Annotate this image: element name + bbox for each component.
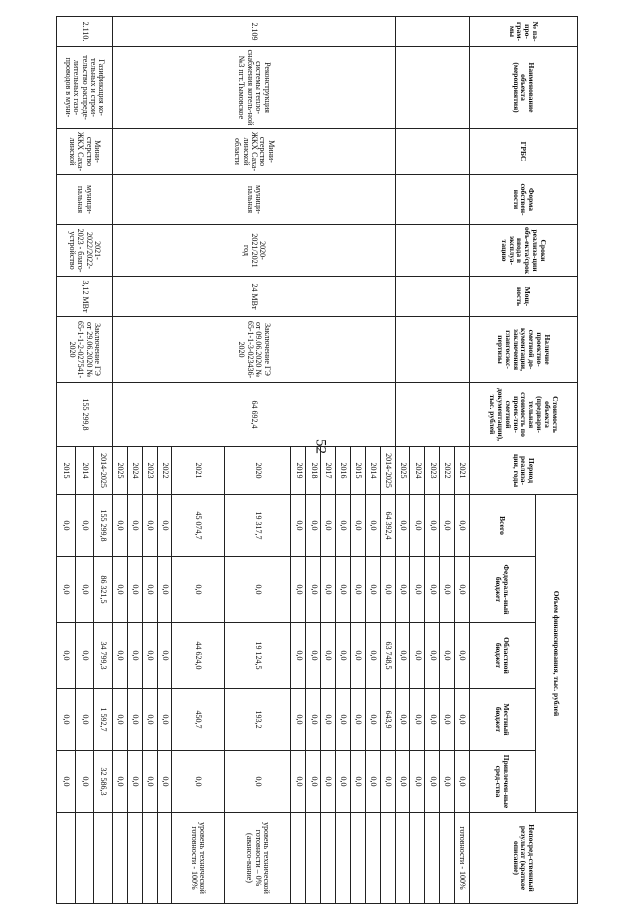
header-total: Всего bbox=[470, 495, 536, 557]
regional-cell: 0,0 bbox=[365, 623, 380, 689]
attracted-cell: 0,0 bbox=[75, 751, 94, 813]
period-cell: 2022 bbox=[157, 447, 172, 495]
local-cell: 0,0 bbox=[395, 689, 410, 751]
local-cell: 0,0 bbox=[112, 689, 127, 751]
local-cell: 0,0 bbox=[321, 689, 336, 751]
period-cell: 2014-2025 bbox=[380, 447, 395, 495]
period-cell: 2019 bbox=[291, 447, 306, 495]
result-cell bbox=[410, 813, 425, 904]
total-cell: 0,0 bbox=[425, 495, 440, 557]
federal-cell: 0,0 bbox=[291, 557, 306, 623]
item-ownership: муници-пальная bbox=[112, 175, 395, 225]
federal-cell: 0,0 bbox=[75, 557, 94, 623]
result-cell bbox=[365, 813, 380, 904]
total-cell: 0,0 bbox=[75, 495, 94, 557]
federal-cell: 0,0 bbox=[224, 557, 291, 623]
attracted-cell: 0,0 bbox=[306, 751, 321, 813]
total-cell: 0,0 bbox=[410, 495, 425, 557]
period-cell: 2022 bbox=[440, 447, 455, 495]
local-cell: 0,0 bbox=[142, 689, 157, 751]
attracted-cell: 0,0 bbox=[224, 751, 291, 813]
cont-num bbox=[395, 17, 469, 47]
attracted-cell: 0,0 bbox=[395, 751, 410, 813]
result-cell bbox=[440, 813, 455, 904]
regional-cell: 0,0 bbox=[410, 623, 425, 689]
total-cell: 155 299,8 bbox=[94, 495, 113, 557]
attracted-cell: 0,0 bbox=[440, 751, 455, 813]
regional-cell: 0,0 bbox=[75, 623, 94, 689]
regional-cell: 0,0 bbox=[127, 623, 142, 689]
total-cell: 0,0 bbox=[142, 495, 157, 557]
result-cell bbox=[157, 813, 172, 904]
attracted-cell: 0,0 bbox=[425, 751, 440, 813]
local-cell: 0,0 bbox=[455, 689, 470, 751]
item-capacity: 3,12 МВт bbox=[57, 277, 113, 317]
local-cell: 0,0 bbox=[306, 689, 321, 751]
regional-cell: 0,0 bbox=[112, 623, 127, 689]
attracted-cell: 0,0 bbox=[142, 751, 157, 813]
header-grbs: ГРБС bbox=[470, 129, 578, 175]
item-name: Реконструкция системы тепло-снабжения котель-ной №3 пгт.Тымовское bbox=[112, 47, 395, 129]
federal-cell: 0,0 bbox=[157, 557, 172, 623]
header-deadlines: Сроки реализа-ции объ-екта/срок ввода в эксплуа-тацию bbox=[470, 225, 578, 277]
total-cell: 0,0 bbox=[291, 495, 306, 557]
page-number: 52 bbox=[312, 439, 329, 454]
period-cell: 2016 bbox=[336, 447, 351, 495]
total-cell: 0,0 bbox=[351, 495, 366, 557]
local-cell: 0,0 bbox=[157, 689, 172, 751]
period-cell: 2015 bbox=[57, 447, 76, 495]
result-cell bbox=[291, 813, 306, 904]
header-capacity: Мощ-ность bbox=[470, 277, 578, 317]
regional-cell: 63 748,5 bbox=[380, 623, 395, 689]
cont-capacity bbox=[395, 277, 469, 317]
local-cell: 0,0 bbox=[351, 689, 366, 751]
period-cell: 2014 bbox=[75, 447, 94, 495]
federal-cell: 0,0 bbox=[365, 557, 380, 623]
header-federal: Федераль-ный бюджет bbox=[470, 557, 536, 623]
header-result: Непосред-ственный результат (краткое описание) bbox=[470, 813, 578, 904]
result-cell bbox=[142, 813, 157, 904]
attracted-cell: 0,0 bbox=[410, 751, 425, 813]
federal-cell: 0,0 bbox=[142, 557, 157, 623]
regional-cell: 0,0 bbox=[351, 623, 366, 689]
header-regional: Областной бюджет bbox=[470, 623, 536, 689]
attracted-cell: 32 586,3 bbox=[94, 751, 113, 813]
item-num: 2.110. bbox=[57, 17, 113, 47]
result-cell: уровень технической готовности - 100% bbox=[172, 813, 224, 904]
cont-grbs bbox=[395, 129, 469, 175]
total-cell: 0,0 bbox=[440, 495, 455, 557]
table-header bbox=[470, 17, 578, 904]
attracted-cell: 0,0 bbox=[455, 751, 470, 813]
federal-cell: 0,0 bbox=[306, 557, 321, 623]
item-cost: 64 692,4 bbox=[112, 383, 395, 447]
table-row bbox=[380, 17, 395, 904]
attracted-cell: 0,0 bbox=[321, 751, 336, 813]
total-cell: 0,0 bbox=[112, 495, 127, 557]
regional-cell: 0,0 bbox=[336, 623, 351, 689]
header-cost: Стоимость объекта (предвари-тельная стоимость по проек-тно-сметной документации), тыс. рублей bbox=[470, 383, 578, 447]
item-deadlines: 2020-2021/2021 год bbox=[112, 225, 395, 277]
item-cost: 155 299,8 bbox=[57, 383, 113, 447]
result-cell: готовности - 100% bbox=[455, 813, 470, 904]
table-row bbox=[455, 17, 470, 904]
regional-cell: 0,0 bbox=[455, 623, 470, 689]
regional-cell: 0,0 bbox=[425, 623, 440, 689]
period-cell: 2024 bbox=[410, 447, 425, 495]
local-cell: 0,0 bbox=[410, 689, 425, 751]
regional-cell: 0,0 bbox=[57, 623, 76, 689]
cont-ownership bbox=[395, 175, 469, 225]
attracted-cell: 0,0 bbox=[351, 751, 366, 813]
federal-cell: 0,0 bbox=[172, 557, 224, 623]
local-cell: 0,0 bbox=[440, 689, 455, 751]
item-num: 2.109 bbox=[112, 17, 395, 47]
period-cell: 2023 bbox=[425, 447, 440, 495]
federal-cell: 0,0 bbox=[336, 557, 351, 623]
period-cell: 2017 bbox=[321, 447, 336, 495]
result-cell bbox=[127, 813, 142, 904]
attracted-cell: 0,0 bbox=[112, 751, 127, 813]
cont-name bbox=[395, 47, 469, 129]
result-cell: уровень технической готовности – 0% (авансо-вание) bbox=[224, 813, 291, 904]
local-cell: 0,0 bbox=[127, 689, 142, 751]
regional-cell: 0,0 bbox=[157, 623, 172, 689]
local-cell: 0,0 bbox=[75, 689, 94, 751]
attracted-cell: 0,0 bbox=[336, 751, 351, 813]
local-cell: 0,0 bbox=[365, 689, 380, 751]
header-name: Наименование объекта (мероприятия) bbox=[470, 47, 578, 129]
item-documentation: Заключение ГЭ от 29.06.2020 № 65-1-1-2-027541-2020 bbox=[57, 317, 113, 383]
regional-cell: 0,0 bbox=[395, 623, 410, 689]
total-cell: 0,0 bbox=[365, 495, 380, 557]
federal-cell: 0,0 bbox=[440, 557, 455, 623]
period-cell: 2015 bbox=[351, 447, 366, 495]
regional-cell: 0,0 bbox=[142, 623, 157, 689]
period-cell: 2014 bbox=[365, 447, 380, 495]
item-documentation: Заключение ГЭ от 09.06.2020 № 65-1-1-3-023436-2020 bbox=[112, 317, 395, 383]
period-cell: 2020 bbox=[224, 447, 291, 495]
item-grbs: Мини-стерство ЖКХ Саха-линской bbox=[57, 129, 113, 175]
result-cell bbox=[380, 813, 395, 904]
period-cell: 2025 bbox=[395, 447, 410, 495]
cont-documentation bbox=[395, 317, 469, 383]
total-cell: 0,0 bbox=[455, 495, 470, 557]
total-cell: 0,0 bbox=[395, 495, 410, 557]
rotated-page-content bbox=[56, 16, 578, 903]
cont-deadlines bbox=[395, 225, 469, 277]
cont-cost bbox=[395, 383, 469, 447]
total-cell: 64 392,4 bbox=[380, 495, 395, 557]
attracted-cell: 0,0 bbox=[365, 751, 380, 813]
federal-cell: 0,0 bbox=[321, 557, 336, 623]
period-cell: 2025 bbox=[112, 447, 127, 495]
regional-cell: 0,0 bbox=[440, 623, 455, 689]
attracted-cell: 0,0 bbox=[127, 751, 142, 813]
item-ownership: муници-пальная bbox=[57, 175, 113, 225]
item-deadlines: 2021-2022/2022-2023 - благо-устройство bbox=[57, 225, 113, 277]
attracted-cell: 0,0 bbox=[57, 751, 76, 813]
federal-cell: 0,0 bbox=[455, 557, 470, 623]
regional-cell: 34 799,3 bbox=[94, 623, 113, 689]
total-cell: 0,0 bbox=[157, 495, 172, 557]
period-cell: 2021 bbox=[172, 447, 224, 495]
local-cell: 0,0 bbox=[57, 689, 76, 751]
result-cell bbox=[57, 813, 76, 904]
header-documentation: Наличие проектно-сметной до-кументации, заключения главгосэкс-пертизы bbox=[470, 317, 578, 383]
result-cell bbox=[336, 813, 351, 904]
regional-cell: 0,0 bbox=[321, 623, 336, 689]
total-cell: 0,0 bbox=[321, 495, 336, 557]
header-attracted: Привлечен-ные сред-ства bbox=[470, 751, 536, 813]
header-financing-group: Объем финансирования, тыс. рублей bbox=[536, 495, 578, 813]
total-cell: 0,0 bbox=[127, 495, 142, 557]
regional-cell: 0,0 bbox=[306, 623, 321, 689]
local-cell: 1 592,7 bbox=[94, 689, 113, 751]
item-name: Газификация ко-тельных и строи-тельство распреде-лительных газо-проводов в муни- bbox=[57, 47, 113, 129]
total-cell: 0,0 bbox=[57, 495, 76, 557]
result-cell bbox=[94, 813, 113, 904]
local-cell: 0,0 bbox=[425, 689, 440, 751]
federal-cell: 0,0 bbox=[351, 557, 366, 623]
total-cell: 19 317,7 bbox=[224, 495, 291, 557]
attracted-cell: 0,0 bbox=[157, 751, 172, 813]
total-cell: 0,0 bbox=[306, 495, 321, 557]
local-cell: 0,0 bbox=[336, 689, 351, 751]
item-capacity: 24 МВт bbox=[112, 277, 395, 317]
result-cell bbox=[321, 813, 336, 904]
result-cell bbox=[75, 813, 94, 904]
local-cell: 0,0 bbox=[291, 689, 306, 751]
table-row bbox=[94, 17, 113, 904]
period-cell: 2023 bbox=[142, 447, 157, 495]
federal-cell: 0,0 bbox=[380, 557, 395, 623]
federal-cell: 0,0 bbox=[425, 557, 440, 623]
local-cell: 643,9 bbox=[380, 689, 395, 751]
total-cell: 45 074,7 bbox=[172, 495, 224, 557]
result-cell bbox=[351, 813, 366, 904]
attracted-cell: 0,0 bbox=[380, 751, 395, 813]
federal-cell: 0,0 bbox=[395, 557, 410, 623]
federal-cell: 0,0 bbox=[57, 557, 76, 623]
header-period: Период реализа-ции, годы bbox=[470, 447, 578, 495]
period-cell: 2014-2025 bbox=[94, 447, 113, 495]
item-grbs: Мини-стерство ЖКХ Саха-линской области bbox=[112, 129, 395, 175]
regional-cell: 44 624,0 bbox=[172, 623, 224, 689]
federal-cell: 0,0 bbox=[112, 557, 127, 623]
period-cell: 2024 bbox=[127, 447, 142, 495]
federal-cell: 86 321,5 bbox=[94, 557, 113, 623]
regional-cell: 0,0 bbox=[291, 623, 306, 689]
federal-cell: 0,0 bbox=[127, 557, 142, 623]
attracted-cell: 0,0 bbox=[172, 751, 224, 813]
result-cell bbox=[395, 813, 410, 904]
result-cell bbox=[112, 813, 127, 904]
period-cell: 2018 bbox=[306, 447, 321, 495]
federal-cell: 0,0 bbox=[410, 557, 425, 623]
header-ownership: Форма собствен-ности bbox=[470, 175, 578, 225]
regional-cell: 19 124,5 bbox=[224, 623, 291, 689]
financing-table bbox=[56, 16, 578, 904]
attracted-cell: 0,0 bbox=[291, 751, 306, 813]
header-num: № па-про-грам-мы bbox=[470, 17, 578, 47]
period-cell: 2021 bbox=[455, 447, 470, 495]
total-cell: 0,0 bbox=[336, 495, 351, 557]
local-cell: 193,2 bbox=[224, 689, 291, 751]
local-cell: 450,7 bbox=[172, 689, 224, 751]
result-cell bbox=[306, 813, 321, 904]
result-cell bbox=[425, 813, 440, 904]
header-local: Местный бюджет bbox=[470, 689, 536, 751]
